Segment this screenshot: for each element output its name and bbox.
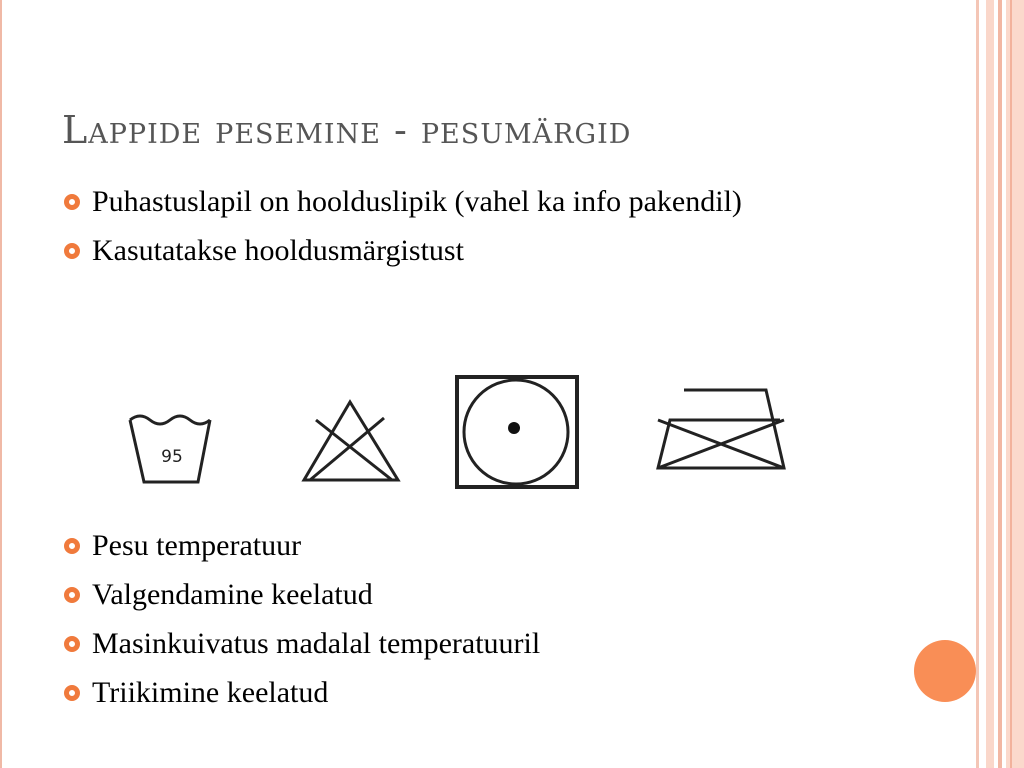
no-iron-icon xyxy=(654,384,790,472)
bullet-icon xyxy=(64,587,80,603)
bullet-text: Masinkuivatus madalal temperatuuril xyxy=(92,627,541,660)
bullet-item xyxy=(62,233,802,269)
bullet-icon xyxy=(64,243,80,259)
bullet-icon xyxy=(64,636,80,652)
no-bleach-icon xyxy=(298,396,406,488)
bullet-icon xyxy=(64,685,80,701)
bullet-text: Kasutatakse hooldusmärgistust xyxy=(92,234,464,267)
slide-title: Lappide pesemine - pesumärgid xyxy=(62,108,632,152)
bullet-item xyxy=(62,626,802,662)
wash-temperature-label: 95 xyxy=(161,447,183,467)
bullet-text: Valgendamine keelatud xyxy=(92,578,373,611)
stripe xyxy=(1006,0,1024,768)
bullet-item xyxy=(62,528,802,564)
bullet-item xyxy=(62,184,802,220)
bullet-item xyxy=(62,675,802,711)
stripe xyxy=(998,0,1002,768)
stripe xyxy=(976,0,979,768)
legend-bullet-list xyxy=(62,528,802,724)
bullet-icon xyxy=(64,538,80,554)
stripe xyxy=(1010,0,1012,768)
care-symbols-row xyxy=(0,360,900,500)
decorative-circle xyxy=(914,640,976,702)
bullet-text: Triikimine keelatud xyxy=(92,676,329,709)
right-decorative-stripes xyxy=(976,0,1024,768)
tumble-dry-low-icon xyxy=(455,375,579,489)
wash-95-icon xyxy=(126,410,220,490)
bullet-icon xyxy=(64,194,80,210)
intro-bullet-list xyxy=(62,184,802,282)
stripe xyxy=(986,0,994,768)
bullet-item xyxy=(62,577,802,613)
bullet-text: Puhastuslapil on hoolduslipik (vahel ka info pakendil) xyxy=(92,185,742,218)
bullet-text: Pesu temperatuur xyxy=(92,529,302,562)
